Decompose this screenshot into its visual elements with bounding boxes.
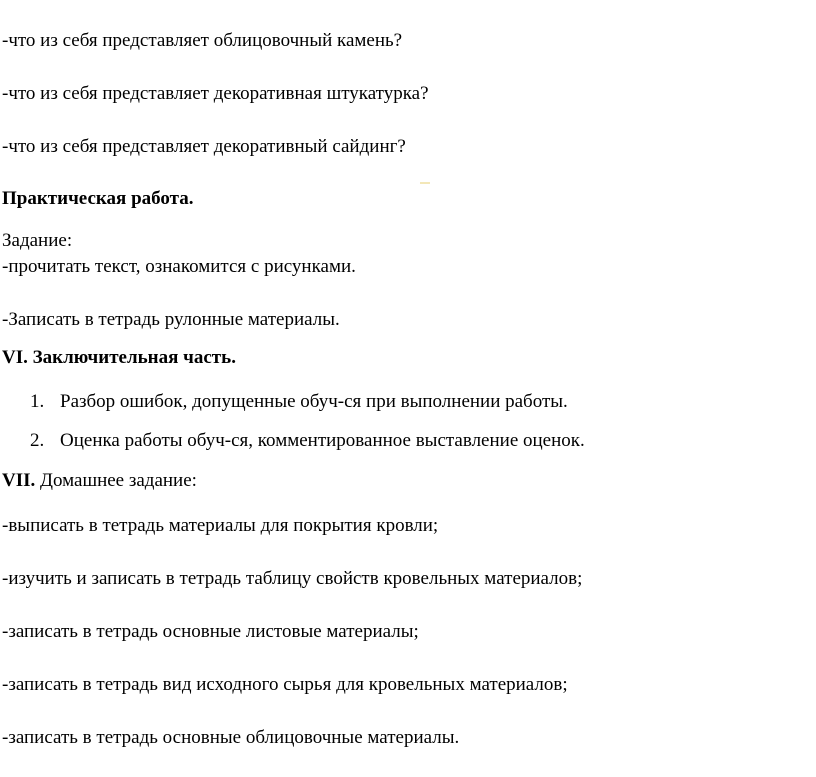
task-item: -прочитать текст, ознакомится с рисунками. (2, 256, 356, 277)
task-label: Задание: (2, 230, 73, 251)
homework-item: -записать в тетрадь основные облицовочные материалы. (2, 727, 460, 748)
homework-item: -записать в тетрадь основные листовые материалы; (2, 621, 419, 642)
item-text: Оценка работы обуч-ся, комментированное выставление оценок. (60, 430, 585, 451)
homework-item: -записать в тетрадь вид исходного сырья для кровельных материалов; (2, 674, 568, 695)
section-vii-title: Домашнее задание: (35, 470, 197, 491)
decorative-mark (420, 182, 430, 184)
section-vii-heading (2, 470, 197, 492)
section-vii-number: VII. (2, 470, 36, 491)
task-item: -Записать в тетрадь рулонные материалы. (2, 309, 340, 330)
homework-item: -выписать в тетрадь материалы для покрытия кровли; (2, 515, 439, 536)
question-line: -что из себя представляет облицовочный камень? (2, 30, 403, 51)
question-line: -что из себя представляет декоративный сайдинг? (2, 136, 406, 157)
question-line: -что из себя представляет декоративная штукатурка? (2, 83, 429, 104)
numbered-item (30, 430, 585, 452)
numbered-item (30, 391, 568, 413)
homework-item: -изучить и записать в тетрадь таблицу свойств кровельных материалов; (2, 568, 583, 589)
item-number: 1. (30, 391, 45, 412)
practical-heading: Практическая работа. (2, 188, 194, 209)
section-vi-heading: VI. Заключительная часть. (2, 347, 236, 368)
item-text: Разбор ошибок, допущенные обуч-ся при выполнении работы. (60, 391, 568, 412)
item-number: 2. (30, 430, 45, 451)
